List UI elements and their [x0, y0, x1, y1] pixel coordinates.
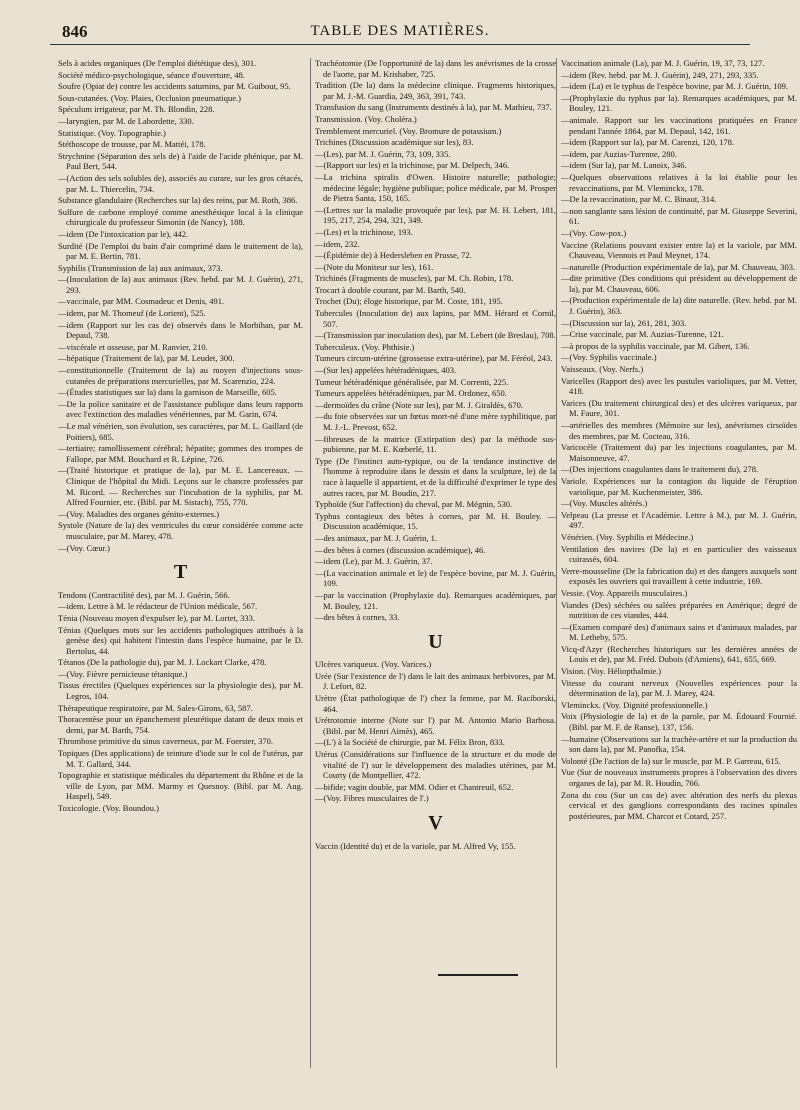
index-entry: —animale. Rapport sur les vaccinations pratiquées en France pendant l'année 1864, par M. Depaul, 142, 161.: [561, 114, 797, 136]
index-entry: Trocart à double courant, par M. Barth, 540.: [315, 284, 466, 295]
index-column-3: [556, 58, 797, 1068]
index-entry: Vue (Sur de nouveaux instruments propres à l'observation des divers organes de la), par M. R. Houdin, 766.: [561, 767, 797, 788]
index-entry: —idem (De l'intoxication par le), 442.: [58, 228, 189, 239]
index-entry: Strychnine (Séparation des sels de) à l'aide de l'acide phénique, par M. Paul Bert, 544.: [58, 150, 303, 172]
index-entry: Vaccine (Relations pouvant exister entre la) et la variole, par MM. Chauveau, Viennois et Paul Meynet, 174.: [561, 239, 797, 261]
index-entry: Tissus érectiles (Quelques expériences sur la physiologie des), par M. Legros, 104.: [58, 680, 303, 702]
index-entry: Varicelles (Rapport des) avec les pustules varioliques, par M. Vetter, 418.: [561, 375, 797, 397]
index-entry: Toxicologie. (Voy. Boundou.): [58, 803, 159, 813]
index-entry: Ténias (Quelques mots sur les accidents pathologiques attribués à la genèse des) qui habitent l'intestin dans l'espèce humaine, par le D. Bertolus, 44.: [58, 624, 303, 656]
index-entry: Typhoïde (Sur l'affection) du cheval, par M. Mégnin, 530.: [315, 499, 513, 510]
index-entry: —(Inoculation de la) aux animaux (Rev. hebd. par M. J. Guérin), 271, 293.: [58, 274, 303, 295]
index-entry: —(Des injections coagulantes dans le traitement du), 278.: [561, 464, 759, 475]
index-entry: —par la vaccination (Prophylaxie du). Remarques académiques, par M. Bouley, 121.: [315, 589, 556, 611]
page-title: TABLE DES MATIÈRES.: [310, 23, 490, 39]
index-entry: —humaine (Observations sur la trachée-artère et sur la production du son dans la), par M. Panofka, 154.: [561, 733, 797, 755]
index-entry: Soufre (Opiat de) contre les accidents saturnins, par M. Guibout, 95.: [58, 81, 291, 92]
index-entry: Tremblement mercuriel. (Voy. Bromure de potassium.): [315, 125, 502, 136]
index-entry: —bifide; vagin double, par MM. Odier et Chantreuil, 652.: [315, 781, 514, 792]
index-entry: —(Action des sels solubles de), associés au curare, sur les gros cétacés, par M. L. Thiercelin, 734.: [58, 172, 303, 194]
index-entry: —viscérale et osseuse, par M. Ranvier, 210.: [58, 341, 208, 352]
closing-rule: [438, 974, 518, 976]
index-entry: —(Note du Moniteur sur les), 161.: [315, 261, 434, 272]
index-entry: —Le mal vénérien, son évolution, ses caractères, par M. L. Gaillard (de Poitiers), 685.: [58, 421, 303, 442]
index-entry: Vision. (Voy. Héliopthalmie.): [561, 666, 662, 677]
index-entry: —laryngien, par M. de Labordette, 330.: [58, 115, 194, 126]
index-entry: Vessie. (Voy. Appareils musculaires.): [561, 587, 688, 598]
index-entry: Volonté (De l'action de la) sur le muscle, par M. P. Garreau, 615.: [561, 755, 781, 766]
index-entry: Trichines (Discussion académique sur les), 83.: [315, 137, 474, 148]
index-entry: —idem. Lettre à M. le rédacteur de l'Union médicale, 567.: [58, 601, 258, 612]
index-entry: —(Examen comparé des) d'animaux sains et d'animaux malades, par M. Letheby, 575.: [561, 621, 797, 643]
index-entry: Stéthoscope de trousse, par M. Mattéi, 178.: [58, 139, 206, 150]
index-entry: —des bêtes à cornes (discussion académique), 46.: [315, 544, 486, 555]
index-entry: —(Discussion sur la), 261, 281, 303.: [561, 317, 687, 328]
index-entry: —De la police sanitaire et de l'assistance publique dans leurs rapports avec l'extinction des maladies vénériennes, par M. Garin, 674.: [58, 398, 303, 420]
index-entry: Trochet (Du); éloge historique, par M. Coste, 181, 195.: [315, 296, 503, 307]
index-entry: —(L') à la Société de chirurgie, par M. Félix Bron, 833.: [315, 737, 505, 748]
index-entry: —du foie observées sur un fœtus mort-né d'une mère syphilitique, par M. J.-L. Prevost, 652.: [315, 411, 556, 432]
index-entry: Thérapeutique respiratoire, par M. Sales-Girons, 63, 587.: [58, 702, 253, 713]
index-entry: Vitesse du courant nerveux (Nouvelles expériences pour la détermination de la), par M. J. Marey, 424.: [561, 677, 797, 699]
index-entry: —(Voy. Cœur.): [58, 542, 110, 553]
index-entry: Urètre (État pathologique de l') chez la femme, par M. Raciborski, 464.: [315, 693, 556, 714]
index-column-2: [310, 58, 556, 1068]
index-entry: —idem, 232.: [315, 238, 360, 249]
section-letter: V: [428, 812, 443, 834]
page-number: 846: [62, 22, 88, 41]
index-entry: —idem (Sur la), par M. Lanoix, 346.: [561, 160, 687, 171]
index-entry: —idem (Rapport sur la), par M. Carenzi, 120, 178.: [561, 137, 735, 148]
index-entry: —(Voy. Muscles altérés.): [561, 498, 648, 509]
index-entry: —(Voy. Fièvre pernicieuse tétanique.): [58, 668, 188, 679]
index-entry: —non sanglante sans lésion de continuité, par M. Giuseppe Severini, 61.: [561, 205, 797, 227]
index-entry: —(Épidémie de) à Hedersleben en Prusse, 72.: [315, 250, 472, 261]
index-entry: —hépatique (Traitement de la), par M. Leudet, 300.: [58, 353, 235, 364]
index-entry: Topographie et statistique médicales du département du Rhône et de la ville de Lyon, par MM. Marmy et Quesnoy. (Bibl. par M. Aug. Haspel), 549.: [58, 770, 303, 802]
index-entry: —des bêtes à cornes, 33.: [315, 612, 400, 623]
index-entry: —fibreuses de la matrice (Extirpation des) par la méthode sus-pubienne, par M. E. Kœberlé, 11.: [315, 433, 556, 455]
index-entry: Verre-mousseline (De la fabrication du) et des dangers auxquels sont exposés les ouvriers qui travaillent à cette industrie, 169.: [561, 565, 797, 587]
index-entry: —(La vaccination animale et le) de l'espèce bovine, par M. J. Guérin, 109.: [315, 567, 556, 589]
index-entry: —artérielles des membres (Mémoire sur les), anévrismes cirsoïdes des membres, par M. Cocteau, 316.: [561, 420, 797, 441]
index-entry: —idem (Rapport sur les cas de) observés dans le Morbihan, par M. Depaul, 738.: [58, 319, 303, 341]
index-entry: Tumeurs appelées hétéradéniques, par M. Ordonez, 650.: [315, 388, 507, 399]
index-entry: Statistique. (Voy. Topographie.): [58, 127, 166, 138]
index-entry: Tendons (Contractilité des), par M. J. Guérin, 566.: [58, 589, 230, 600]
index-entry: Transfusion du sang (Instruments destinés à la), par M. Mathieu, 737.: [315, 102, 552, 113]
index-entry: —Crise vaccinale, par M. Auzias-Turenne, 121.: [561, 329, 724, 340]
section-letter: T: [173, 561, 188, 584]
index-entry: —des animaux, par M. J. Guérin, 1.: [315, 532, 438, 543]
index-entry: —idem (Le), par M. J. Guérin, 37.: [315, 556, 433, 567]
index-entry: —tertiaire; ramollissement cérébral; hépatite; gommes des trompes de Fallope, par MM. Bouchard et R. Lépine, 726.: [58, 443, 303, 464]
index-entry: Spéculum irrigateur, par M. Th. Blondin, 228.: [58, 104, 215, 115]
index-entry: Vaccin (Identité du) et de la variole, par M. Alfred Vy, 155.: [315, 840, 516, 851]
index-entry: Sous-cutanées. (Voy. Plaies, Occlusion pneumatique.): [58, 92, 241, 103]
index-entry: Tuberculeux. (Voy. Phthisie.): [315, 341, 415, 352]
index-entry: —constitutionnelle (Traitement de la) au moyen d'injections sous-cutanées de préparations mercurielles, par M. Scarenzio, 224.: [58, 365, 303, 386]
index-entry: —La trichina spiralis d'Owen. Histoire naturelle; pathologie; médecine légale; hygiène publique; police médicale, par M. Prosper de Pietra Santa, 150, 165.: [315, 171, 556, 204]
index-entry: —(Voy. Fibres musculaires de l'.): [315, 793, 429, 804]
index-entry: Tradition (De la) dans la médecine clinique. Fragments historiques, par M. J.-M. Guardia, 249, 363, 391, 743.: [315, 80, 556, 101]
index-entry: Vaisseaux. (Voy. Nerfs.): [561, 364, 644, 375]
index-entry: Ténia (Nouveau moyen d'expulser le), par M. Lortet, 333.: [58, 612, 255, 623]
index-entry: Vaccination animale (La), par M. J. Guérin, 19, 37, 73, 127.: [561, 58, 765, 68]
index-entry: Tumeurs circum-utérine (grossesse extra-utérine), par M. Féréol, 243.: [315, 353, 553, 364]
index-entry: Thoracentèse pour un épanchement pleurétique datant de deux mois et demi, par M. Barth, 754.: [58, 714, 303, 735]
index-entry: Thrombose primitive du sinus caverneux, par M. Foerster, 370.: [58, 736, 273, 747]
index-entry: Sels à acides organiques (De l'emploi diététique des), 301.: [58, 58, 257, 68]
section-letter: U: [428, 630, 443, 653]
index-entry: Typhus contagieux des bêtes à cornes, par M. H. Bouley. — Discussion académique, 15.: [315, 510, 556, 532]
index-entry: —(Traité historique et pratique de la), par M. E. Lancereaux. — Clinique de l'hôpital du Midi. Leçons sur le chancre professées par M. Ricord. — Recherches sur l'incubation de la syphilis, par M. Alfred Fournier, etc. (Bibl. par M. Sistach), 755, 770.: [58, 465, 303, 508]
index-entry: —(Production expérimentale de la) dite naturelle. (Rev. hebd. par M. J. Guérin), 363.: [561, 295, 797, 317]
index-entry: Vleminckx. (Voy. Dignité professionnelle.): [561, 699, 708, 710]
index-entry: Varicocèle (Traitement du) par les injections coagulantes, par M. Maisonneuve, 47.: [561, 442, 797, 463]
index-entry: Syphilis (Transmission de la) aux animaux, 373.: [58, 262, 223, 273]
index-entry: —idem (La) et le typhus de l'espèce bovine, par M. J. Guérin, 109.: [561, 81, 788, 92]
index-entry: Type (De l'instinct auto-typique, ou de la tendance instinctive de l'homme à reproduire dans le dessin et dans la sculpture, le) de la race à laquelle il appartient, et de la difficulté d'exprimer le type des autres races, par M. Boudin, 217.: [315, 455, 556, 498]
index-entry: —(Prophylaxie du typhus par la). Remarques académiques, par M. Bouley, 121.: [561, 92, 797, 114]
index-entry: —idem, par Auzias-Turenne, 280.: [561, 148, 677, 159]
index-entry: Velpeau (La presse et l'Académie. Lettre à M.), par M. J. Guérin, 497.: [561, 509, 797, 531]
index-entry: —vaccinale, par MM. Cosmadeuc et Denis, 491.: [58, 296, 225, 307]
index-entry: —dermoïdes du crâne (Note sur les), par M. J. Giraldès, 670.: [315, 399, 523, 410]
index-entry: —à propos de la syphilis vaccinale, par M. Gibert, 136.: [561, 340, 750, 351]
index-entry: —De la revaccination, par M. C. Binaut, 314.: [561, 194, 717, 205]
index-entry: Tumeur hétéradénique généralisée, par M. Correnti, 225.: [315, 376, 509, 387]
index-entry: —idem (Rev. hebd. par M. J. Guérin), 249, 271, 293, 335.: [561, 69, 759, 80]
index-entry: Urée (Sur l'existence de l') dans le lait des animaux herbivores, par M. J. Lefort, 82.: [315, 670, 556, 692]
index-entry: Topiques (Des applications) de teinture d'iode sur le col de l'utérus, par M. T. Gallard, 344.: [58, 748, 303, 769]
index-entry: —(Études statistiques sur la) dans la garnison de Marseille, 605.: [58, 387, 277, 398]
index-entry: Zona du cou (Sur un cas de) avec altération des nerfs du plexus cervical et des ganglions correspondants des racines spinales postérieures, par MM. Charcot et Cotard, 257.: [561, 789, 797, 821]
index-entry: Ventilation des navires (De la) et en particulier des vaisseaux cuirassés, 604.: [561, 543, 797, 565]
index-entry: Trachéotomie (De l'opportunité de la) dans les anévrismes de la crosse de l'aorte, par M. Krishaber, 725.: [315, 58, 556, 79]
index-entry: Varices (Du traitement chirurgical des) et des ulcères variqueux, par M. Faure, 301.: [561, 397, 797, 419]
index-entry: Tubercules (Inoculation de) aux lapins, par MM. Hérard et Cornil, 507.: [315, 308, 556, 329]
index-entry: Utérus (Considérations sur l'influence de la structure et du mode de vitalité de l') sur le développement des maladies utérines, par M. Courty (de Montpellier, 472.: [315, 749, 556, 781]
index-entry: —(Les), par M. J. Guérin, 73, 109, 335.: [315, 148, 451, 159]
index-entry: Société médico-psychologique, séance d'ouverture, 48.: [58, 69, 245, 80]
index-entry: Surdité (De l'emploi du bain d'air comprimé dans le traitement de la), par M. E. Bertin, 781.: [58, 240, 303, 262]
index-column-1: [58, 58, 303, 1068]
index-entry: Vicq-d'Azyr (Recherches historiques sur les dernières années de Louis et de), par M. Fréd. Dubois (d'Amiens), 641, 655, 669.: [561, 643, 797, 665]
index-entry: Ulcères variqueux. (Voy. Varices.): [315, 659, 432, 670]
index-entry: —(Les) et la trichinose, 193.: [315, 226, 413, 237]
index-entry: —(Voy. Syphilis vaccinale.): [561, 352, 657, 363]
index-entry: —Quelques observations relatives à la loi établie pour les revaccinations, par M. Vleminckx, 178.: [561, 171, 797, 193]
index-entry: Variole. Expériences sur la contagion du liquide de l'éruption variolique, par M. Kuchenmeister, 386.: [561, 475, 797, 497]
page-header: [50, 22, 750, 45]
index-entry: Sulfure de carbone employé comme anesthésique local à la clinique chirurgicale du professeur Simonin (de Nancy), 188.: [58, 206, 303, 228]
index-entry: —(Voy. Maladies des organes génito-externes.): [58, 508, 220, 519]
index-entry: Trichinés (Fragments de muscles), par M. Ch. Robin, 178.: [315, 273, 514, 284]
index-entry: —(Transmission par inoculation des), par M. Lebert (de Breslau), 708.: [315, 330, 556, 341]
index-entry: —(Sur les) appelées hétéradéniques, 403.: [315, 365, 457, 376]
index-entry: Voix (Physiologie de la) et de la parole, par M. Édouard Fournié. (Bibl. par M. F. de Ranse), 137, 156.: [561, 711, 797, 733]
index-entry: —(Rapport sur les) et la trichinose, par M. Delpech, 346.: [315, 160, 510, 171]
index-entry: —(Voy. Cow-pox.): [561, 227, 627, 238]
index-entry: Substance glandulaire (Recherches sur la) des reins, par M. Roth, 386.: [58, 195, 298, 206]
index-entry: —idem, par M. Thomeuf (de Lorient), 525.: [58, 308, 206, 319]
index-entry: Tétanos (De la pathologie du), par M. J. Lockart Clarke, 478.: [58, 657, 267, 668]
index-entry: Vénérien. (Voy. Syphilis et Médecine.): [561, 531, 694, 542]
index-entry: Transmission. (Voy. Choléra.): [315, 113, 417, 124]
index-entry: —(Lettres sur la maladie provoquée par les), par M. H. Lebert, 181, 195, 217, 254, 294, 321, 349.: [315, 204, 556, 226]
index-entry: Viandes (Des) séchées ou salées préparées en Amérique; degré de nutrition de ces viandes, 444.: [561, 599, 797, 621]
index-entry: Urétrotomie interne (Note sur l') par M. Antonio Mario Barbosa. (Bibl. par M. Henri Aimès), 465.: [315, 715, 556, 736]
index-entry: —dite primitive (Des conditions qui président au développement de la), par M. Chauveau, 606.: [561, 273, 797, 294]
index-entry: Systole (Nature de la) des ventricules du cœur considérée comme acte musculaire, par M. Marey, 478.: [58, 520, 303, 541]
index-entry: —naturelle (Production expérimentale de la), par M. Chauveau, 303.: [561, 261, 796, 272]
